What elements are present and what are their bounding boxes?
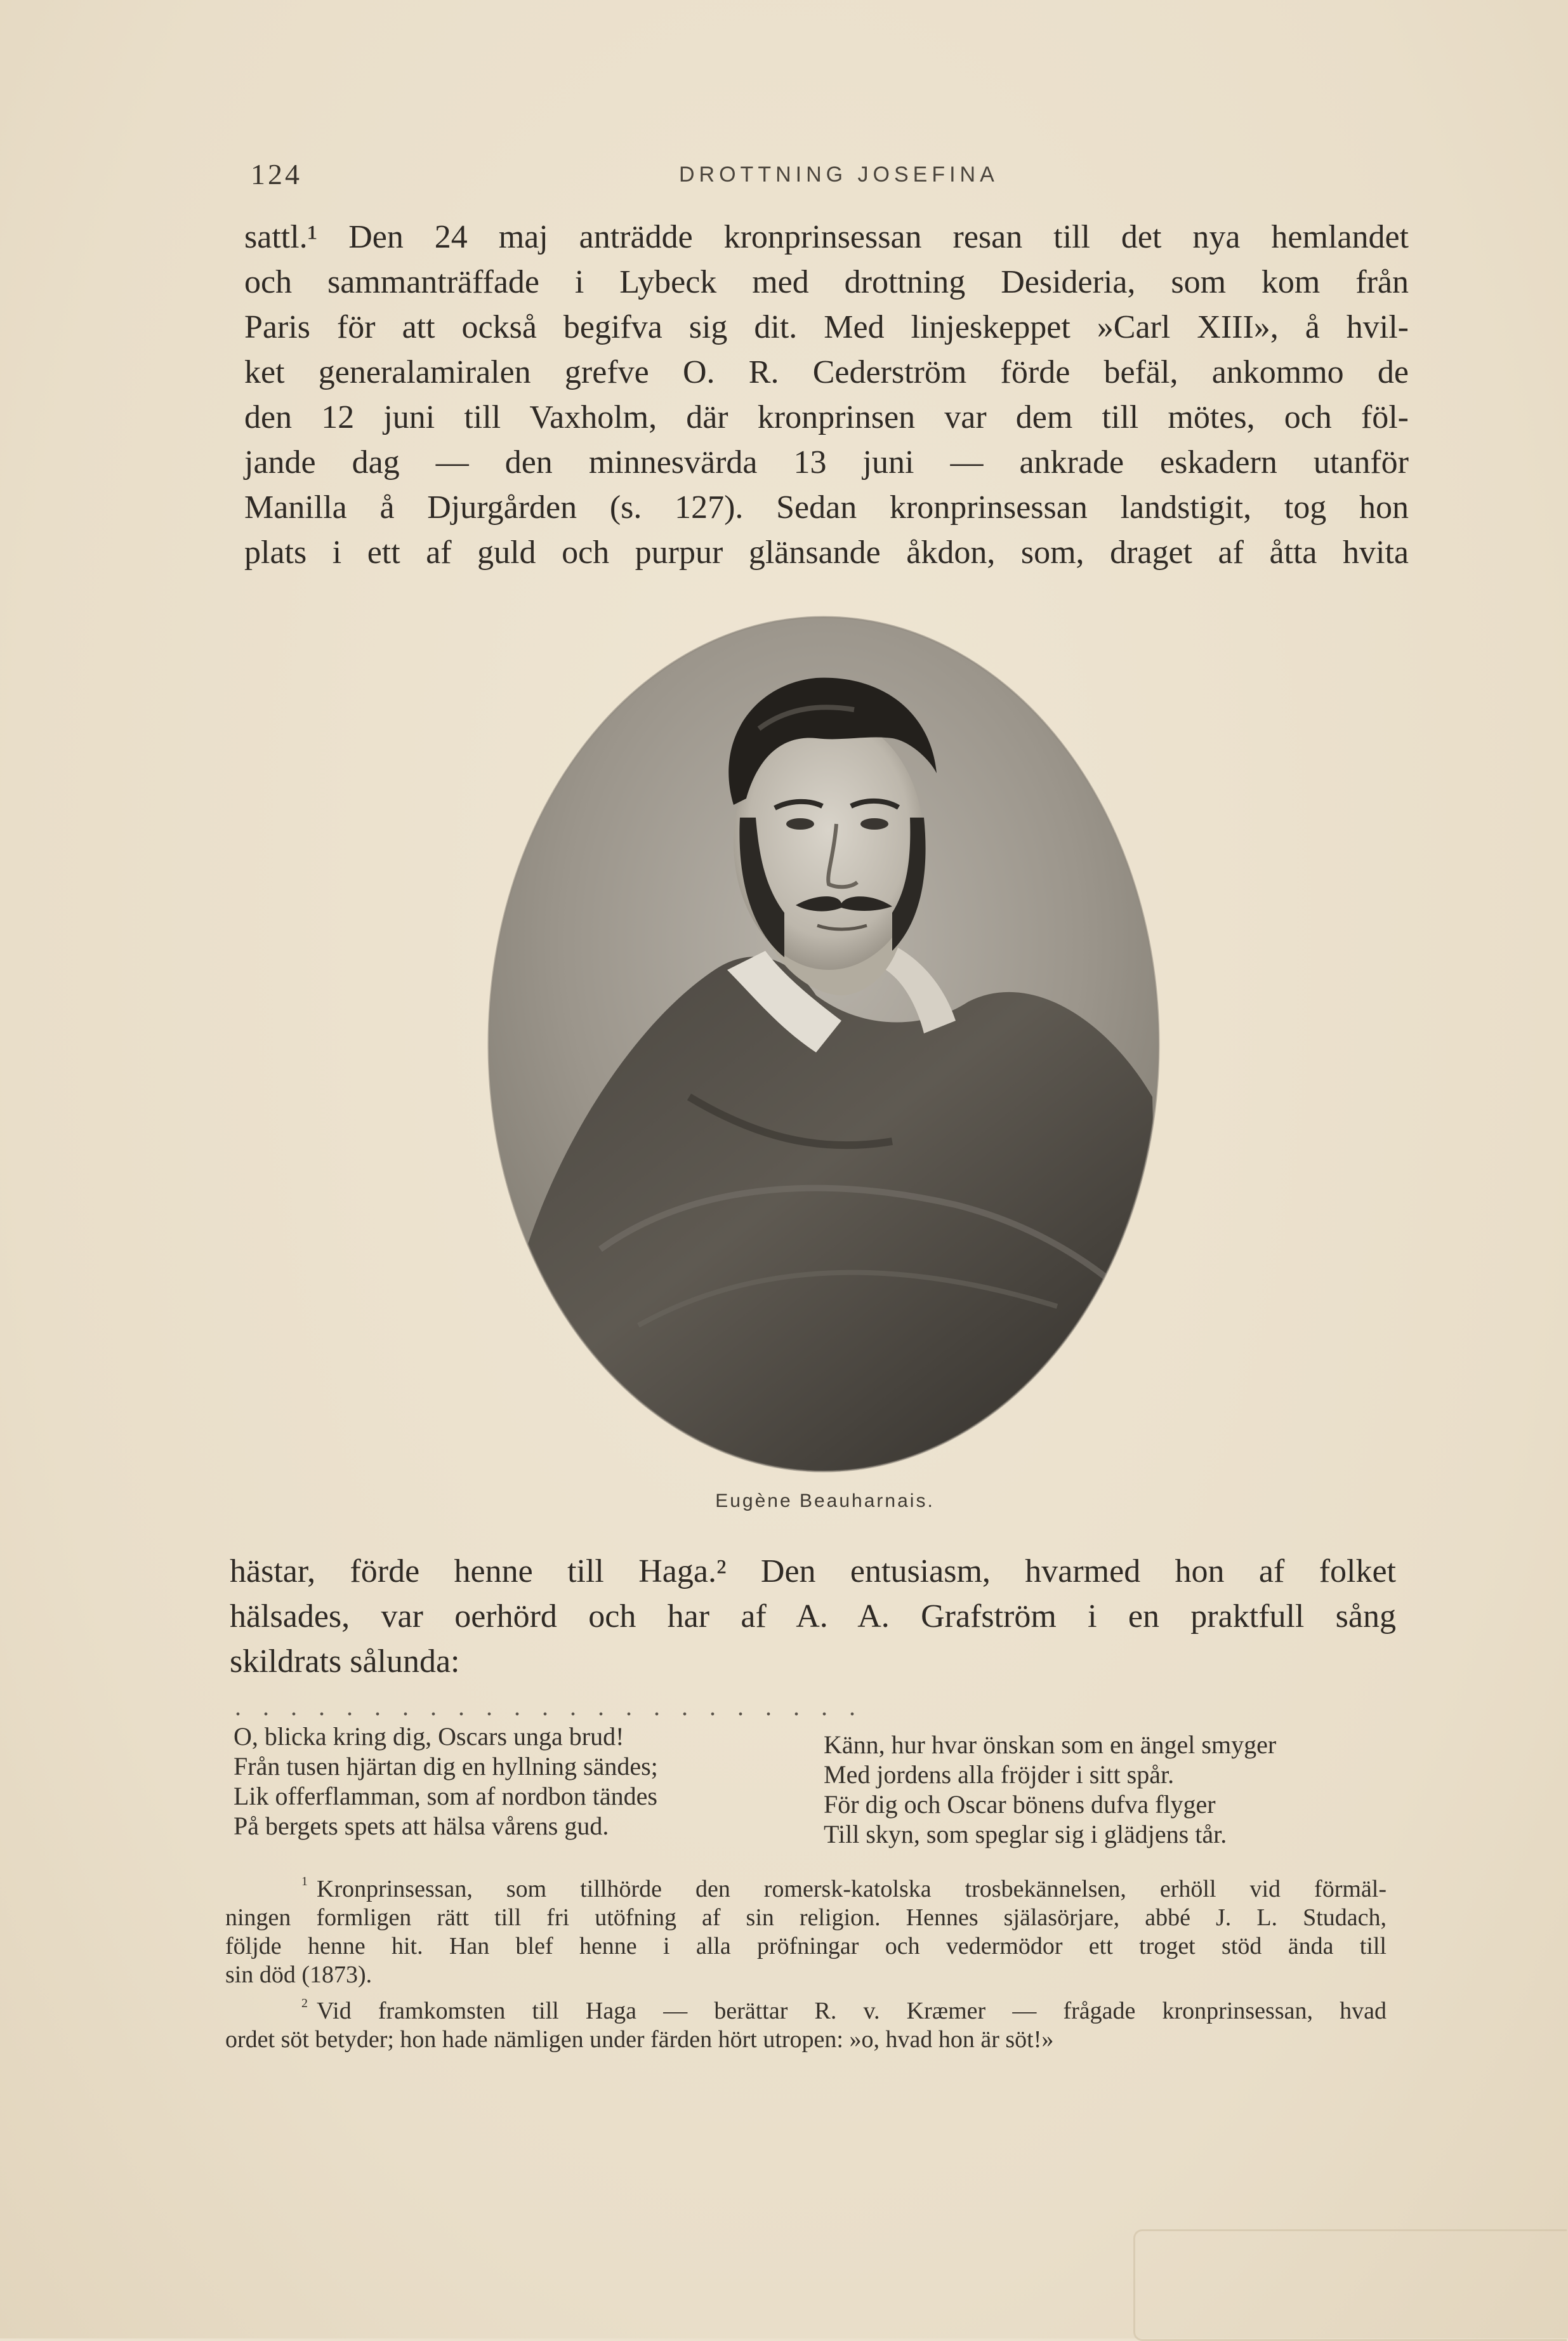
text-line: hästar, förde henne till Haga.² Den entusiasm, hvarmed hon af folket [230, 1553, 1396, 1589]
verse-line: För dig och Oscar bönens dufva flyger [824, 1790, 1216, 1819]
continued-paragraph [230, 1549, 1396, 1684]
verse-line: Till skyn, som speglar sig i glädjens tår. [824, 1820, 1227, 1848]
footnote-line: följde henne hit. Han blef henne i alla pröfningar och vedermödor ett troget stöd ända till [225, 1933, 1387, 1960]
page-header [247, 157, 1409, 196]
page-edge-mark [1133, 2229, 1567, 2341]
footnote-marker: 2 [301, 1996, 308, 2010]
page-number: 124 [251, 158, 302, 190]
footnotes [225, 1867, 1387, 2054]
footnote-2 [225, 1989, 1387, 2054]
verse-line: Från tusen hjärtan dig en hyllning sändes; [234, 1752, 658, 1781]
poem-right-stanza [824, 1730, 1395, 1849]
text-line: och sammanträffade i Lybeck med drottning Desideria, som kom från [244, 264, 1409, 300]
footnote-marker: 1 [301, 1874, 308, 1888]
verse-line: O, blicka kring dig, Oscars unga brud! [234, 1722, 624, 1751]
footnote-line: ordet söt betyder; hon hade nämligen under färden hört utropen: »o, hvad hon är söt!» [225, 2026, 1054, 2053]
figure-caption: Eugène Beauharnais. [715, 1490, 935, 1511]
text-line: plats i ett af guld och purpur glänsande åkdon, som, draget af åtta hvita [244, 534, 1409, 571]
text-line: skildrats sålunda: [230, 1643, 460, 1680]
text-line: den 12 juni till Vaxholm, där kronprinsen var dem till mötes, och föl- [244, 399, 1409, 435]
footnote-line: $^1$ Kronprinsessan, som tillhörde den romersk-katolska trosbekännelsen, erhöll vid förmäl- [301, 1874, 1387, 1902]
text-line: Paris för att också begifva sig dit. Med linjeskeppet »Carl XIII», å hvil- [244, 309, 1409, 345]
footnote-line: ningen formligen rätt till fri utöfning af sin religion. Hennes själasörjare, abbé J. L. Studach, [225, 1904, 1387, 1931]
portrait-figure [486, 614, 1161, 1475]
text-line: ket generalamiralen grefve O. R. Cederström förde befäl, ankommo de [244, 354, 1409, 390]
verse-line: Känn, hur hvar önskan som en ängel smyger [824, 1730, 1277, 1759]
verse-line: Med jordens alla fröjder i sitt spår. [824, 1760, 1175, 1789]
footnote-1 [225, 1867, 1387, 1989]
verse-line: På bergets spets att hälsa vårens gud. [234, 1812, 609, 1840]
text-line: jande dag — den minnesvärda 13 juni — ankrade eskadern utanför [244, 444, 1409, 481]
text-line: hälsades, var oerhörd och har af A. A. Grafström i en praktfull sång [230, 1598, 1396, 1635]
poem-ellipsis: . . . . . . . . . . . . . . . . . . . . . . . [235, 1692, 863, 1721]
text-line: Manilla å Djurgården (s. 127). Sedan kronprinsessan landstigit, tog hon [244, 489, 1409, 526]
running-title: DROTTNING JOSEFINA [679, 162, 999, 187]
footnote-line: $^2$ Vid framkomsten till Haga — berättar R. v. Kræmer — frågade kronprinsessan, hvad [301, 1996, 1387, 2024]
top-paragraph [244, 215, 1409, 575]
verse-line: Lik offerflamman, som af nordbon tändes [234, 1782, 657, 1810]
portrait-engraving [486, 614, 1161, 1475]
text-line: sattl.¹ Den 24 maj anträdde kronprinsessan resan till det nya hemlandet [244, 219, 1409, 255]
poem-left-stanza [234, 1721, 779, 1841]
footnote-line: sin död (1873). [225, 1961, 372, 1988]
